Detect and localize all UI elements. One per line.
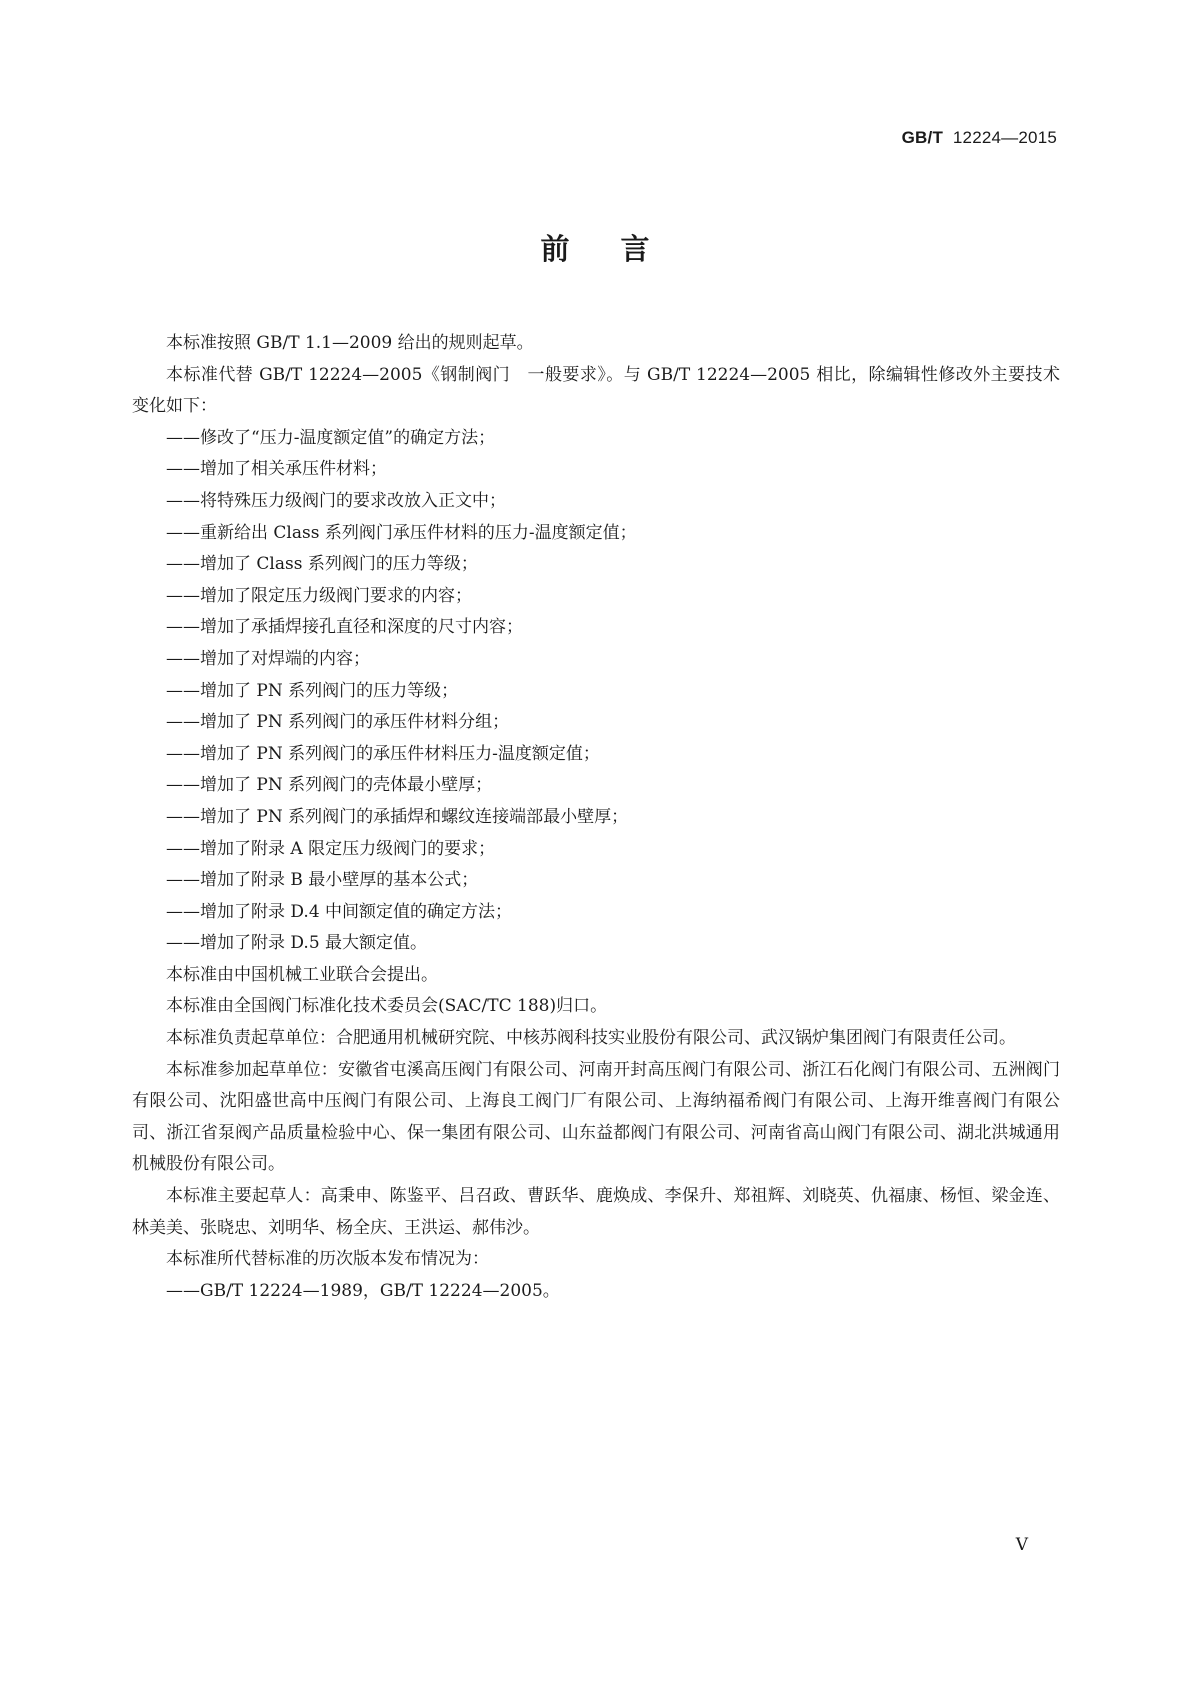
list-item: ——增加了 Class 系列阀门的压力等级； [166,554,478,575]
list-item: ——增加了 PN 系列阀门的承插焊和螺纹连接端部最小壁厚； [166,806,629,827]
paragraph-lead-drafters: 本标准负责起草单位：合肥通用机械研究院、中核苏阀科技实业股份有限公司、武汉锅炉集团阀门有限责任公司。 [166,1028,1016,1049]
list-item: ——重新给出 Class 系列阀门承压件材料的压力-温度额定值； [166,522,637,543]
list-item: ——增加了附录 A 限定压力级阀门的要求； [166,838,496,859]
standard-code: 12224—2015 [952,128,1057,147]
list-item: ——增加了相关承压件材料； [166,459,387,480]
standard-number [902,128,1057,148]
foreword-body [132,328,1060,1307]
list-item: ——增加了限定压力级阀门要求的内容； [166,585,472,606]
page-title [0,227,1191,268]
list-item: ——增加了承插焊接孔直径和深度的尺寸内容； [166,617,523,638]
changes-list [132,423,1060,960]
paragraph-participating-drafters: 本标准参加起草单位：安徽省屯溪高压阀门有限公司、河南开封高压阀门有限公司、浙江石化阀门有限公司、五洲阀门有限公司、沈阳盛世高中压阀门有限公司、上海良工阀门厂有限公司、上海纳福希阀门有限公司、上海开维喜阀门有限公司、浙江省泵阀产品质量检验中心、保一集团有限公司、山东益都阀门有限公司、河南省高山阀门有限公司、湖北洪城通用机械股份有限公司。 [132,1059,1060,1175]
standard-prefix: GB/T [901,128,944,147]
list-item: ——增加了附录 B 最小壁厚的基本公式； [166,870,479,891]
history-list [132,1276,1060,1308]
list-item: ——增加了 PN 系列阀门的承压件材料压力-温度额定值； [166,743,600,764]
title-char-right: 言 [620,232,651,266]
paragraph-replacement: 本标准代替 GB/T 12224—2005《钢制阀门 一般要求》。与 GB/T 12224—2005 相比，除编辑性修改外主要技术变化如下： [132,364,1060,417]
paragraph-drafting-rules: 本标准按照 GB/T 1.1—2009 给出的规则起草。 [166,333,534,353]
list-item: ——增加了 PN 系列阀门的承压件材料分组； [166,712,510,733]
page-number: V [1015,1535,1028,1555]
paragraph-administrator: 本标准由全国阀门标准化技术委员会(SAC/TC 188)归口。 [166,996,608,1017]
paragraph-version-history: 本标准所代替标准的历次版本发布情况为： [166,1249,489,1270]
list-item: ——增加了附录 D.5 最大额定值。 [166,933,428,954]
list-item: ——增加了对焊端的内容； [166,648,370,669]
list-item: ——修改了“压力-温度额定值”的确定方法； [166,427,496,448]
list-item: ——增加了 PN 系列阀门的压力等级； [166,680,459,701]
list-item: ——GB/T 12224—1989，GB/T 12224—2005。 [166,1280,560,1301]
title-char-left: 前 [540,232,571,266]
paragraph-proposer: 本标准由中国机械工业联合会提出。 [166,964,438,985]
list-item: ——将特殊压力级阀门的要求改放入正文中； [166,490,506,511]
list-item: ——增加了 PN 系列阀门的壳体最小壁厚； [166,775,493,796]
paragraph-main-drafters: 本标准主要起草人：高秉申、陈鉴平、吕召政、曹跃华、鹿焕成、李保升、郑祖辉、刘晓英、仇福康、杨恒、梁金连、林美美、张晓忠、刘明华、杨全庆、王洪运、郝伟沙。 [132,1186,1060,1238]
list-item: ——增加了附录 D.4 中间额定值的确定方法； [166,901,513,922]
